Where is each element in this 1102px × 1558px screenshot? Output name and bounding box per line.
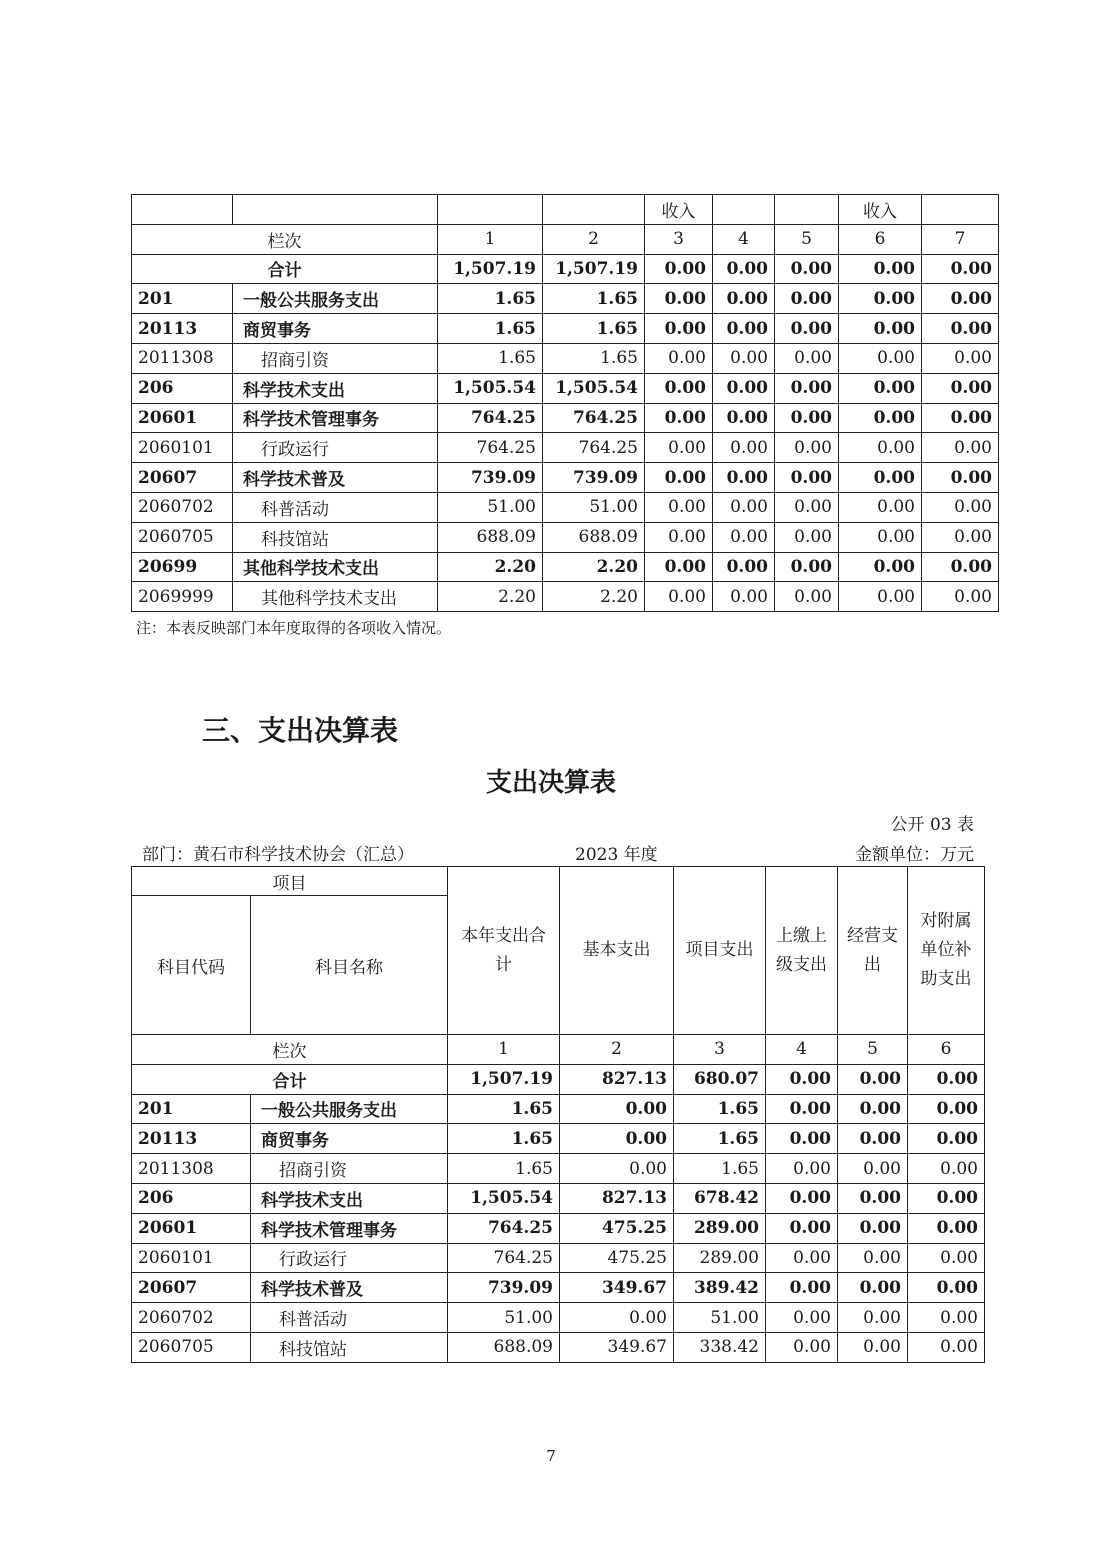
amount-cell: 680.07 — [674, 1064, 766, 1094]
amount-cell: 764.25 — [448, 1243, 560, 1273]
amount-cell: 0.00 — [922, 343, 999, 373]
subject-name: 科学技术管理事务 — [233, 403, 438, 433]
amount-cell: 0.00 — [766, 1094, 838, 1124]
amount-cell: 0.00 — [560, 1303, 674, 1333]
income-column-header: 收入 — [645, 195, 713, 225]
amount-cell: 0.00 — [713, 522, 775, 552]
amount-cell: 1.65 — [674, 1094, 766, 1124]
amount-cell: 0.00 — [908, 1154, 985, 1184]
amount-cell: 678.42 — [674, 1183, 766, 1213]
amount-cell: 0.00 — [839, 284, 922, 314]
amount-cell: 0.00 — [908, 1124, 985, 1154]
amount-cell: 0.00 — [713, 552, 775, 582]
amount-cell: 1,505.54 — [448, 1183, 560, 1213]
table-row — [132, 1213, 985, 1243]
amount-cell: 1.65 — [438, 284, 543, 314]
section-heading: 三、支出决算表 — [202, 714, 399, 747]
basic-expense-header: 基本支出 — [560, 867, 674, 1035]
income-table-column-number-row: 栏次 1 2 3 4 5 6 7 — [132, 224, 999, 254]
subject-name: 科学技术管理事务 — [251, 1213, 448, 1243]
amount-cell: 688.09 — [448, 1332, 560, 1362]
table-row — [132, 433, 999, 463]
subject-code: 2060702 — [132, 1303, 251, 1333]
table-row — [132, 403, 999, 433]
amount-cell: 0.00 — [775, 433, 839, 463]
amount-cell: 0.00 — [645, 463, 713, 493]
amount-cell: 0.00 — [839, 343, 922, 373]
income-column-header: 收入 — [839, 195, 922, 225]
amount-cell: 739.09 — [448, 1273, 560, 1303]
subject-name: 招商引资 — [233, 343, 438, 373]
amount-cell: 0.00 — [766, 1183, 838, 1213]
subject-name: 行政运行 — [233, 433, 438, 463]
amount-cell: 0.00 — [766, 1213, 838, 1243]
amount-cell: 0.00 — [922, 582, 999, 612]
subject-name: 一般公共服务支出 — [233, 284, 438, 314]
amount-cell: 0.00 — [922, 314, 999, 344]
amount-cell: 1,507.19 — [543, 254, 645, 284]
subject-name: 科技馆站 — [233, 522, 438, 552]
subject-name: 一般公共服务支出 — [251, 1094, 448, 1124]
amount-cell: 1.65 — [543, 343, 645, 373]
amount-cell: 349.67 — [560, 1273, 674, 1303]
amount-cell: 0.00 — [766, 1332, 838, 1362]
table-row — [132, 1154, 985, 1184]
amount-cell: 739.09 — [543, 463, 645, 493]
amount-cell: 0.00 — [775, 343, 839, 373]
amount-cell: 1.65 — [438, 314, 543, 344]
amount-cell: 0.00 — [645, 522, 713, 552]
amount-cell: 0.00 — [645, 343, 713, 373]
amount-cell: 0.00 — [922, 254, 999, 284]
amount-cell: 0.00 — [766, 1243, 838, 1273]
amount-cell: 0.00 — [838, 1213, 908, 1243]
table-row — [132, 552, 999, 582]
amount-cell: 0.00 — [922, 373, 999, 403]
subject-name: 科学技术支出 — [251, 1183, 448, 1213]
amount-cell: 0.00 — [838, 1124, 908, 1154]
column-number-label: 栏次 — [132, 224, 438, 254]
amount-cell: 739.09 — [438, 463, 543, 493]
table-row — [132, 1094, 985, 1124]
amount-cell: 0.00 — [922, 284, 999, 314]
amount-cell: 0.00 — [766, 1273, 838, 1303]
amount-cell: 0.00 — [560, 1154, 674, 1184]
expenditure-header-row — [132, 867, 985, 896]
subject-code: 20601 — [132, 403, 233, 433]
table-row — [132, 1332, 985, 1362]
subject-code: 2060702 — [132, 492, 233, 522]
subject-code: 2060101 — [132, 433, 233, 463]
total-expense-header: 本年支出合计 — [448, 867, 560, 1035]
subject-code: 2060101 — [132, 1243, 251, 1273]
amount-cell: 0.00 — [838, 1303, 908, 1333]
amount-cell: 0.00 — [713, 373, 775, 403]
subject-name: 商贸事务 — [233, 314, 438, 344]
amount-cell: 0.00 — [766, 1124, 838, 1154]
amount-cell: 51.00 — [438, 492, 543, 522]
subject-code: 20699 — [132, 552, 233, 582]
subject-name: 科普活动 — [251, 1303, 448, 1333]
subject-name: 商贸事务 — [251, 1124, 448, 1154]
amount-cell: 0.00 — [908, 1094, 985, 1124]
amount-cell: 0.00 — [839, 463, 922, 493]
amount-cell: 0.00 — [839, 403, 922, 433]
amount-cell: 0.00 — [713, 492, 775, 522]
amount-cell: 1.65 — [448, 1154, 560, 1184]
amount-cell: 475.25 — [560, 1243, 674, 1273]
amount-cell: 2.20 — [543, 552, 645, 582]
amount-cell: 0.00 — [908, 1243, 985, 1273]
subject-name: 行政运行 — [251, 1243, 448, 1273]
table-row — [132, 463, 999, 493]
subject-code-header: 科目代码 — [132, 896, 251, 1035]
amount-cell: 0.00 — [838, 1064, 908, 1094]
income-table-header-row — [132, 195, 999, 225]
project-header: 项目 — [132, 867, 448, 896]
table-row — [132, 1303, 985, 1333]
remit-superior-header: 上缴上级支出 — [766, 867, 838, 1035]
amount-cell: 0.00 — [775, 522, 839, 552]
table-row — [132, 1124, 985, 1154]
subject-code: 206 — [132, 1183, 251, 1213]
subject-code: 2060705 — [132, 522, 233, 552]
amount-cell: 0.00 — [839, 492, 922, 522]
subject-name: 科普活动 — [233, 492, 438, 522]
amount-cell: 0.00 — [645, 433, 713, 463]
amount-cell: 0.00 — [838, 1332, 908, 1362]
table-row — [132, 582, 999, 612]
amount-cell: 0.00 — [713, 463, 775, 493]
amount-cell: 0.00 — [713, 254, 775, 284]
amount-cell: 0.00 — [839, 373, 922, 403]
amount-cell: 1,505.54 — [543, 373, 645, 403]
amount-cell: 338.42 — [674, 1332, 766, 1362]
table-note: 注：本表反映部门本年度取得的各项收入情况。 — [136, 619, 452, 637]
amount-cell: 0.00 — [645, 373, 713, 403]
amount-cell: 349.67 — [560, 1332, 674, 1362]
amount-cell: 0.00 — [645, 314, 713, 344]
amount-cell: 0.00 — [766, 1154, 838, 1184]
amount-cell: 764.25 — [438, 433, 543, 463]
table-row — [132, 284, 999, 314]
amount-cell: 0.00 — [713, 403, 775, 433]
amount-cell: 0.00 — [908, 1332, 985, 1362]
amount-cell: 764.25 — [438, 403, 543, 433]
amount-cell: 51.00 — [448, 1303, 560, 1333]
table-row — [132, 1064, 985, 1094]
fiscal-year: 2023 年度 — [575, 845, 658, 865]
amount-cell: 0.00 — [922, 463, 999, 493]
subject-code: 201 — [132, 284, 233, 314]
amount-cell: 0.00 — [645, 492, 713, 522]
amount-unit: 金额单位：万元 — [855, 845, 974, 865]
amount-cell: 0.00 — [560, 1124, 674, 1154]
amount-cell: 0.00 — [838, 1183, 908, 1213]
amount-cell: 0.00 — [775, 552, 839, 582]
amount-cell: 0.00 — [922, 522, 999, 552]
subject-code: 20607 — [132, 1273, 251, 1303]
expenditure-table — [131, 866, 985, 1363]
table-row — [132, 1183, 985, 1213]
table-row — [132, 373, 999, 403]
amount-cell: 0.00 — [713, 582, 775, 612]
amount-cell: 1.65 — [438, 343, 543, 373]
amount-cell: 0.00 — [908, 1064, 985, 1094]
amount-cell: 0.00 — [560, 1094, 674, 1124]
table-row — [132, 254, 999, 284]
subsidy-affiliates-header: 对附属单位补助支出 — [908, 867, 985, 1035]
amount-cell: 764.25 — [543, 433, 645, 463]
amount-cell: 1.65 — [448, 1094, 560, 1124]
amount-cell: 1.65 — [543, 284, 645, 314]
amount-cell: 51.00 — [543, 492, 645, 522]
amount-cell: 1,507.19 — [438, 254, 543, 284]
amount-cell: 2.20 — [438, 552, 543, 582]
amount-cell: 0.00 — [839, 433, 922, 463]
table-row — [132, 343, 999, 373]
amount-cell: 688.09 — [438, 522, 543, 552]
subject-code: 20601 — [132, 1213, 251, 1243]
amount-cell: 0.00 — [775, 492, 839, 522]
amount-cell: 389.42 — [674, 1273, 766, 1303]
amount-cell: 0.00 — [922, 552, 999, 582]
table-title: 支出决算表 — [485, 768, 616, 798]
row-name: 合计 — [132, 254, 438, 284]
amount-cell: 764.25 — [448, 1213, 560, 1243]
amount-cell: 0.00 — [839, 552, 922, 582]
amount-cell: 0.00 — [908, 1183, 985, 1213]
amount-cell: 51.00 — [674, 1303, 766, 1333]
amount-cell: 0.00 — [713, 433, 775, 463]
subject-code: 2011308 — [132, 1154, 251, 1184]
amount-cell: 0.00 — [775, 314, 839, 344]
amount-cell: 0.00 — [645, 552, 713, 582]
amount-cell: 2.20 — [438, 582, 543, 612]
amount-cell: 0.00 — [775, 254, 839, 284]
project-expense-header: 项目支出 — [674, 867, 766, 1035]
amount-cell: 0.00 — [922, 403, 999, 433]
amount-cell: 827.13 — [560, 1064, 674, 1094]
table-row — [132, 492, 999, 522]
amount-cell: 0.00 — [775, 284, 839, 314]
amount-cell: 0.00 — [713, 343, 775, 373]
amount-cell: 0.00 — [839, 314, 922, 344]
subject-code: 201 — [132, 1094, 251, 1124]
amount-cell: 0.00 — [838, 1243, 908, 1273]
amount-cell: 0.00 — [838, 1273, 908, 1303]
amount-cell: 0.00 — [766, 1064, 838, 1094]
amount-cell: 0.00 — [766, 1303, 838, 1333]
page-number: 7 — [546, 1447, 556, 1465]
table-row — [132, 522, 999, 552]
amount-cell: 0.00 — [775, 582, 839, 612]
row-name: 合计 — [132, 1064, 448, 1094]
amount-cell: 0.00 — [838, 1154, 908, 1184]
amount-cell: 1.65 — [674, 1154, 766, 1184]
expenditure-column-number-row: 栏次 1 2 3 4 5 6 — [132, 1035, 985, 1065]
subject-name: 科学技术普及 — [251, 1273, 448, 1303]
table-row — [132, 1273, 985, 1303]
amount-cell: 827.13 — [560, 1183, 674, 1213]
amount-cell: 0.00 — [839, 254, 922, 284]
amount-cell: 0.00 — [775, 463, 839, 493]
amount-cell: 1.65 — [674, 1124, 766, 1154]
amount-cell: 2.20 — [543, 582, 645, 612]
subject-name: 招商引资 — [251, 1154, 448, 1184]
department-label: 部门：黄石市科学技术协会（汇总） — [142, 845, 414, 865]
amount-cell: 0.00 — [908, 1273, 985, 1303]
amount-cell: 1,507.19 — [448, 1064, 560, 1094]
subject-code: 20113 — [132, 314, 233, 344]
amount-cell: 0.00 — [645, 582, 713, 612]
amount-cell: 0.00 — [775, 403, 839, 433]
subject-name: 其他科学技术支出 — [233, 552, 438, 582]
amount-cell: 688.09 — [543, 522, 645, 552]
subject-code: 2060705 — [132, 1332, 251, 1362]
subject-code: 2069999 — [132, 582, 233, 612]
amount-cell: 764.25 — [543, 403, 645, 433]
column-number-label: 栏次 — [132, 1035, 448, 1065]
table-row — [132, 1243, 985, 1273]
subject-code: 206 — [132, 373, 233, 403]
amount-cell: 0.00 — [908, 1303, 985, 1333]
subject-code: 20113 — [132, 1124, 251, 1154]
amount-cell: 0.00 — [713, 314, 775, 344]
subject-name: 其他科学技术支出 — [233, 582, 438, 612]
subject-name-header: 科目名称 — [251, 896, 448, 1035]
table-row — [132, 314, 999, 344]
amount-cell: 0.00 — [775, 373, 839, 403]
amount-cell: 0.00 — [908, 1213, 985, 1243]
amount-cell: 0.00 — [838, 1094, 908, 1124]
amount-cell: 289.00 — [674, 1213, 766, 1243]
income-table — [131, 194, 999, 612]
form-number: 公开 03 表 — [890, 815, 974, 835]
subject-code: 2011308 — [132, 343, 233, 373]
subject-name: 科学技术支出 — [233, 373, 438, 403]
subject-name: 科技馆站 — [251, 1332, 448, 1362]
amount-cell: 0.00 — [713, 284, 775, 314]
amount-cell: 0.00 — [839, 522, 922, 552]
operating-expense-header: 经营支出 — [838, 867, 908, 1035]
amount-cell: 475.25 — [560, 1213, 674, 1243]
amount-cell: 1.65 — [543, 314, 645, 344]
amount-cell: 0.00 — [645, 254, 713, 284]
amount-cell: 0.00 — [839, 582, 922, 612]
amount-cell: 0.00 — [645, 403, 713, 433]
subject-name: 科学技术普及 — [233, 463, 438, 493]
amount-cell: 0.00 — [922, 492, 999, 522]
amount-cell: 289.00 — [674, 1243, 766, 1273]
amount-cell: 0.00 — [645, 284, 713, 314]
amount-cell: 0.00 — [922, 433, 999, 463]
amount-cell: 1,505.54 — [438, 373, 543, 403]
amount-cell: 1.65 — [448, 1124, 560, 1154]
subject-code: 20607 — [132, 463, 233, 493]
